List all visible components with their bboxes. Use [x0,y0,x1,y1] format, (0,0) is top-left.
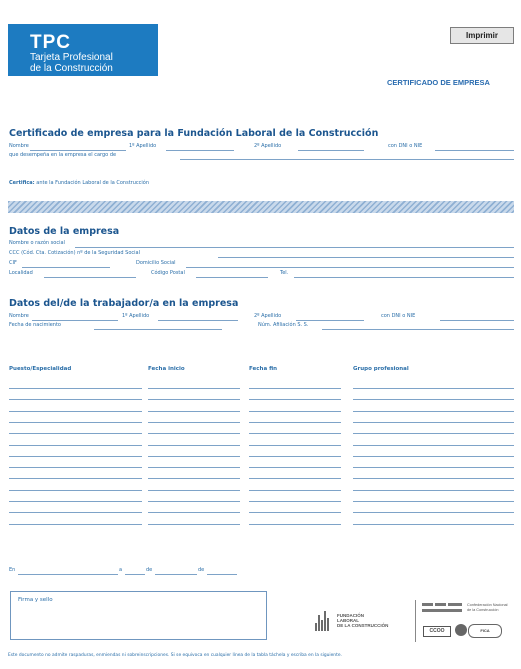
col-puesto: Puesto/Especialidad [9,366,72,372]
t-nombre-field[interactable] [32,314,118,321]
section2-title: Datos de la empresa [9,226,120,237]
table-cell-field[interactable] [353,484,514,491]
en-label: En [9,567,16,573]
table-cell-field[interactable] [148,461,240,468]
table-cell-field[interactable] [249,472,341,479]
fundacion-logo-icon [315,611,330,631]
table-cell-field[interactable] [9,472,142,479]
localidad-field[interactable] [44,271,136,278]
year-field[interactable] [207,568,237,575]
table-cell-field[interactable] [148,405,240,412]
table-cell-field[interactable] [353,461,514,468]
t-nombre-label: Nombre [9,313,29,319]
nombre-label: Nombre [9,143,29,149]
table-cell-field[interactable] [9,484,142,491]
table-cell-field[interactable] [249,382,341,389]
logo-abbrev: TPC [30,32,71,53]
table-cell-field[interactable] [9,405,142,412]
t-apellido1-label: 1º Apellido [122,313,150,319]
fundacion-line-3: DE LA CONSTRUCCIÓN [337,623,389,628]
razon-field[interactable] [75,241,514,248]
table-cell-field[interactable] [148,382,240,389]
a-label: a [119,567,123,573]
cargo-field[interactable] [180,153,514,160]
divider-band [8,201,514,213]
table-cell-field[interactable] [249,461,341,468]
cargo-label: que desempeña en la empresa el cargo de [9,152,117,158]
table-cell-field[interactable] [9,450,142,457]
cp-label: Código Postal [151,270,185,276]
apellido1-field[interactable] [166,144,234,151]
fundacion-logo-text [337,613,388,628]
apellido1-label: 1º Apellido [129,143,157,149]
table-cell-field[interactable] [148,518,240,525]
table-cell-field[interactable] [353,495,514,502]
t-dni-field[interactable] [440,314,514,321]
document-label: CERTIFICADO DE EMPRESA [387,78,490,87]
table-cell-field[interactable] [9,393,142,400]
nombre-field[interactable] [30,144,126,151]
certifica-bold: Certifica: [9,180,35,186]
cif-field[interactable] [22,261,110,268]
cnc-logo-icon [422,603,462,614]
table-cell-field[interactable] [9,427,142,434]
t-dni-label: con DNI o NIE [381,313,416,319]
fica-logo: FICA [468,624,502,638]
table-cell-field[interactable] [249,506,341,513]
logo-line-2: de la Construcción [30,63,113,74]
table-cell-field[interactable] [148,484,240,491]
month-field[interactable] [155,568,197,575]
domicilio-field[interactable] [186,261,514,268]
col-grupo: Grupo profesional [353,366,409,372]
dni-label: con DNI o NIE [388,143,423,149]
table-cell-field[interactable] [148,427,240,434]
cif-label: CIF [9,260,17,266]
place-field[interactable] [18,568,118,575]
table-cell-field[interactable] [148,472,240,479]
tel-label: Tel. [280,270,289,276]
table-cell-field[interactable] [9,518,142,525]
apellido2-label: 2º Apellido [254,143,282,149]
afiliacion-field[interactable] [322,323,514,330]
cp-field[interactable] [196,271,268,278]
footer-note: Este documento no admite raspaduras, enmiendas ni sobreinscripciones. Si se equivoca en cualquier línea de la tabla táchela y escriba en la siguiente. [8,653,342,658]
ccc-field[interactable] [218,251,514,258]
table-cell-field[interactable] [353,405,514,412]
logo-divider [415,600,416,642]
table-cell-field[interactable] [353,427,514,434]
table-cell-field[interactable] [353,472,514,479]
apellido2-field[interactable] [298,144,364,151]
table-cell-field[interactable] [353,518,514,525]
table-cell-field[interactable] [9,416,142,423]
ccoo-logo: CCOO [423,626,451,637]
table-cell-field[interactable] [249,416,341,423]
table-cell-field[interactable] [249,427,341,434]
table-cell-field[interactable] [148,416,240,423]
table-cell-field[interactable] [249,484,341,491]
table-cell-field[interactable] [249,439,341,446]
nacimiento-field[interactable] [94,323,222,330]
ugt-logo-icon [455,624,467,636]
table-cell-field[interactable] [148,393,240,400]
table-cell-field[interactable] [249,405,341,412]
certifica-text: ante la Fundación Laboral de la Construcción [36,180,150,186]
razon-label: Nombre o razón social [9,240,65,246]
table-cell-field[interactable] [148,506,240,513]
table-cell-field[interactable] [9,461,142,468]
signature-label: Firma y sello [18,597,53,603]
domicilio-label: Domicilio Social [136,260,176,266]
table-cell-field[interactable] [9,506,142,513]
cnc-line-1: Confederación Nacional [467,603,508,607]
nacimiento-label: Fecha de nacimiento [9,322,61,328]
table-cell-field[interactable] [249,450,341,457]
de2-label: de [198,567,205,573]
table-cell-field[interactable] [9,495,142,502]
localidad-label: Localidad [9,270,33,276]
logo-line-1: Tarjeta Profesional [30,52,113,63]
section3-title: Datos del/de la trabajador/a en la empresa [9,298,239,309]
table-cell-field[interactable] [353,450,514,457]
ccc-label: CCC (Cód. Cta. Cotización) nº de la Seguridad Social [9,250,140,256]
table-cell-field[interactable] [148,495,240,502]
table-cell-field[interactable] [249,518,341,525]
place-date-line [9,567,239,576]
table-cell-field[interactable] [148,439,240,446]
cnc-logo-text [467,603,508,612]
col-fecha-fin: Fecha fin [249,366,278,372]
table-cell-field[interactable] [353,506,514,513]
print-button[interactable]: Imprimir [450,27,514,44]
table-cell-field[interactable] [353,439,514,446]
dni-field[interactable] [435,144,514,151]
table-cell-field[interactable] [353,382,514,389]
table-cell-field[interactable] [9,439,142,446]
day-field[interactable] [125,568,145,575]
fundacion-line-2: LABORAL [337,618,359,623]
fundacion-line-1: FUNDACIÓN [337,613,364,618]
cnc-line-2: de la Construcción [467,607,499,612]
t-apellido1-field[interactable] [158,314,238,321]
tel-field[interactable] [294,271,514,278]
afiliacion-label: Núm. Afiliación S. S. [258,322,309,328]
signature-box[interactable] [10,591,267,640]
col-fecha-inicio: Fecha inicio [148,366,185,372]
certifica-line [9,180,149,187]
table-cell-field[interactable] [249,495,341,502]
table-cell-field[interactable] [353,416,514,423]
table-cell-field[interactable] [353,393,514,400]
section1-title: Certificado de empresa para la Fundación Laboral de la Construcción [9,128,379,139]
table-cell-field[interactable] [9,382,142,389]
table-cell-field[interactable] [249,393,341,400]
t-apellido2-field[interactable] [296,314,364,321]
t-apellido2-label: 2º Apellido [254,313,282,319]
de1-label: de [146,567,153,573]
table-cell-field[interactable] [148,450,240,457]
